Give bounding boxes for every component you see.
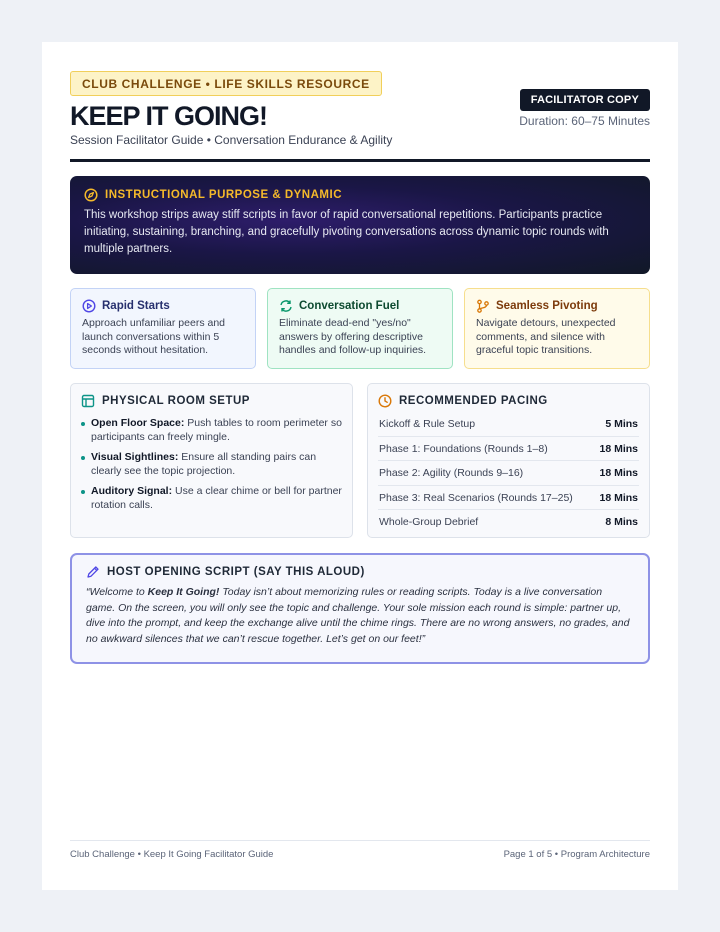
row-label: Whole-Group Debrief (379, 516, 479, 528)
purpose-heading: INSTRUCTIONAL PURPOSE & DYNAMIC (105, 189, 342, 201)
compass-icon (84, 188, 98, 202)
list-item (81, 416, 342, 444)
item-label: Visual Sightlines: (91, 451, 179, 463)
table-row (378, 510, 639, 535)
card-rapid-starts (70, 288, 256, 369)
panel-heading-row (378, 394, 639, 408)
clock-icon (378, 394, 392, 408)
row-value: 18 Mins (599, 491, 638, 504)
footer-left: Club Challenge • Keep It Going Facilitator Guide (70, 849, 274, 860)
row-label: Phase 2: Agility (Rounds 9–16) (379, 467, 524, 479)
row-value: 18 Mins (599, 467, 638, 479)
card-text: Navigate detours, unexpected comments, and silence with graceful topic transitions. (476, 317, 616, 356)
pacing-heading: RECOMMENDED PACING (399, 395, 548, 407)
table-row (378, 486, 639, 511)
row-label: Phase 3: Real Scenarios (Rounds 17–25) (379, 491, 573, 504)
list-item (81, 484, 342, 512)
card-title: Seamless Pivoting (496, 300, 598, 312)
list-item (81, 450, 342, 478)
script-rest: Today isn’t about memorizing rules or reading scripts. Today is a live conversation game. On the screen, you will only see the topic and challenge. Your sole mission each round is simple: partner up, dive into the prompt, and keep the exchange alive until the chime rings. There are no wrong answers, no grades, and no awkward silences that we can’t rescue together. Let’s get on our feet!” (86, 586, 630, 645)
skill-cards (70, 288, 650, 369)
opening-script-box (70, 553, 650, 664)
row-value: 18 Mins (599, 442, 638, 455)
row-label: Kickoff & Rule Setup (379, 418, 476, 430)
pacing-table (378, 412, 639, 535)
purpose-section (70, 176, 650, 274)
script-heading-row (86, 565, 634, 579)
duration-text: Duration: 60–75 Minutes (519, 114, 650, 128)
resource-tag: CLUB CHALLENGE • LIFE SKILLS RESOURCE (70, 71, 382, 96)
card-heading-row (476, 299, 638, 313)
item-text: Use a clear chime or bell for partner rotation calls. (91, 485, 342, 511)
item-label: Auditory Signal: (91, 485, 173, 497)
page-footer (70, 840, 650, 860)
script-text (86, 585, 634, 647)
item-label: Open Floor Space: (91, 417, 185, 429)
refresh-icon (279, 299, 293, 313)
purpose-text: This workshop strips away stiff scripts in favor of rapid conversational repetitions. Participants practice initiating, sustaining, branching, and gracefully pivoting conversations across dynamic topic rounds with multiple partners. (84, 209, 609, 255)
row-value: 5 Mins (605, 418, 638, 430)
setup-and-pacing (70, 383, 650, 538)
pen-icon (86, 565, 100, 579)
card-conversation-fuel (267, 288, 453, 369)
document-page (42, 42, 678, 890)
card-text: Approach unfamiliar peers and launch conversations within 5 seconds without hesitation. (82, 317, 226, 356)
page-subtitle: Session Facilitator Guide • Conversation Endurance & Agility (70, 133, 393, 147)
header-divider (70, 159, 650, 162)
item-text: Ensure all standing pairs can clearly see the topic projection. (91, 451, 317, 477)
footer-right: Page 1 of 5 • Program Architecture (503, 849, 650, 860)
header (70, 71, 650, 147)
room-setup-heading: PHYSICAL ROOM SETUP (102, 395, 250, 407)
table-row (378, 437, 639, 462)
card-title: Conversation Fuel (299, 300, 400, 312)
card-text: Eliminate dead-end "yes/no" answers by offering descriptive handles and follow-up inquiries. (279, 317, 427, 356)
card-heading-row (279, 299, 441, 313)
card-title: Rapid Starts (102, 300, 170, 312)
purpose-heading-row (84, 188, 636, 202)
play-circle-icon (82, 299, 96, 313)
panel-heading-row (81, 394, 342, 408)
row-value: 8 Mins (605, 516, 638, 528)
script-heading: HOST OPENING SCRIPT (SAY THIS ALOUD) (107, 566, 365, 578)
script-bold: Keep It Going! (147, 586, 220, 598)
item-text: Push tables to room perimeter so participants can freely mingle. (91, 417, 342, 443)
room-setup-panel (70, 383, 353, 538)
row-label: Phase 1: Foundations (Rounds 1–8) (379, 442, 548, 455)
script-open: “Welcome to (86, 586, 148, 598)
room-setup-list (81, 416, 342, 512)
pacing-panel (367, 383, 650, 538)
page-title: KEEP IT GOING! (70, 101, 268, 131)
card-seamless-pivoting (464, 288, 650, 369)
layout-icon (81, 394, 95, 408)
card-heading-row (82, 299, 244, 313)
facilitator-copy-badge: FACILITATOR COPY (520, 89, 650, 111)
branch-icon (476, 299, 490, 313)
table-row (378, 461, 639, 486)
table-row (378, 412, 639, 437)
